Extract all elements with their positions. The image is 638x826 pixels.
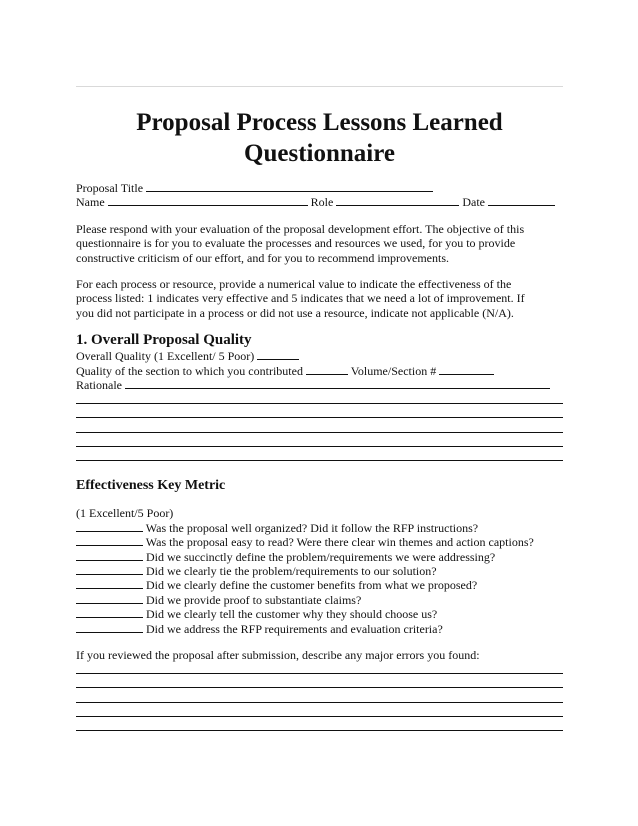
rating-blank[interactable] xyxy=(76,578,143,589)
question-text: Did we succinctly define the problem/requirements we were addressing? xyxy=(146,549,496,564)
top-divider xyxy=(76,86,563,87)
name-blank[interactable] xyxy=(108,195,308,206)
section-quality-row xyxy=(76,364,563,378)
metric-scale-note: (1 Excellent/5 Poor) xyxy=(76,506,174,521)
rating-blank[interactable] xyxy=(76,593,143,604)
document-title xyxy=(76,107,563,169)
instructions-line: process listed: 1 indicates very effective and 5 indicates that we need a lot of improvement. If xyxy=(76,291,525,306)
volume-section-blank[interactable] xyxy=(439,364,494,375)
section-1-heading: 1. Overall Proposal Quality xyxy=(76,332,252,349)
metric-question-row xyxy=(76,521,563,535)
rating-blank[interactable] xyxy=(76,622,143,633)
rationale-line[interactable] xyxy=(76,436,563,450)
role-blank[interactable] xyxy=(336,195,459,206)
question-text: Did we provide proof to substantiate claims? xyxy=(146,592,362,607)
title-line-1: Proposal Process Lessons Learned xyxy=(136,109,503,136)
role-label: Role xyxy=(310,195,334,210)
section-quality-label: Quality of the section to which you contributed xyxy=(76,363,303,378)
question-text: Did we clearly tell the customer why they should choose us? xyxy=(146,607,438,622)
errors-line[interactable] xyxy=(76,677,563,691)
question-text: Did we clearly define the customer benefits from what we proposed? xyxy=(146,578,478,593)
overall-quality-field xyxy=(76,349,563,363)
date-blank[interactable] xyxy=(488,195,555,206)
rationale-blank[interactable] xyxy=(125,378,550,389)
question-text: Did we address the RFP requirements and evaluation criteria? xyxy=(146,621,443,636)
metric-question-row xyxy=(76,535,563,549)
metric-heading: Effectiveness Key Metric xyxy=(76,478,226,494)
metric-questions xyxy=(76,521,563,636)
instructions-line: you did not participate in a process or did not use a resource, indicate not applicable (N/A). xyxy=(76,305,514,320)
intro-line: Please respond with your evaluation of the proposal development effort. The objective of this xyxy=(76,221,525,236)
errors-prompt: If you reviewed the proposal after submission, describe any major errors you found: xyxy=(76,648,480,663)
rating-blank[interactable] xyxy=(76,564,143,575)
rationale-line[interactable] xyxy=(76,421,563,435)
rationale-line[interactable] xyxy=(76,450,563,464)
errors-line[interactable] xyxy=(76,691,563,705)
rationale-lines xyxy=(76,392,563,464)
metric-question-row xyxy=(76,607,563,621)
question-text: Was the proposal easy to read? Were there clear win themes and action captions? xyxy=(145,535,534,550)
errors-line[interactable] xyxy=(76,706,563,720)
errors-lines xyxy=(76,662,563,734)
rationale-label: Rationale xyxy=(76,378,122,393)
overall-quality-blank[interactable] xyxy=(257,349,299,360)
section-quality-blank[interactable] xyxy=(306,364,348,375)
instructions-line: For each process or resource, provide a numerical value to indicate the effectiveness of the xyxy=(76,277,512,292)
question-text: Was the proposal well organized? Did it follow the RFP instructions? xyxy=(145,520,479,535)
overall-quality-label: Overall Quality (1 Excellent/ 5 Poor) xyxy=(76,349,255,364)
instructions-paragraph xyxy=(76,277,563,320)
metric-question-row xyxy=(76,593,563,607)
metric-question-row xyxy=(76,578,563,592)
proposal-title-blank[interactable] xyxy=(146,181,433,192)
metric-question-row xyxy=(76,564,563,578)
questionnaire-document xyxy=(76,107,563,734)
rating-blank[interactable] xyxy=(76,521,143,532)
rating-blank[interactable] xyxy=(76,535,143,546)
date-label: Date xyxy=(462,195,485,210)
metric-question-row xyxy=(76,622,563,636)
title-line-2: Questionnaire xyxy=(244,140,395,167)
intro-line: constructive criticism of our effort, and for you to recommend improvements. xyxy=(76,250,450,265)
name-label: Name xyxy=(76,195,105,210)
errors-line[interactable] xyxy=(76,662,563,676)
rationale-line[interactable] xyxy=(76,407,563,421)
metric-question-row xyxy=(76,550,563,564)
rationale-line[interactable] xyxy=(76,392,563,406)
rationale-field xyxy=(76,378,563,392)
proposal-title-field xyxy=(76,181,563,195)
errors-line[interactable] xyxy=(76,720,563,734)
name-role-date-row xyxy=(76,195,563,209)
rating-blank[interactable] xyxy=(76,607,143,618)
volume-section-label: Volume/Section # xyxy=(350,363,437,378)
question-text: Did we clearly tie the problem/requirements to our solution? xyxy=(146,564,437,579)
rating-blank[interactable] xyxy=(76,550,143,561)
intro-paragraph xyxy=(76,222,563,265)
proposal-title-label: Proposal Title xyxy=(76,181,144,195)
intro-line: questionnaire is for you to evaluate the processes and resources we used, for you to provide xyxy=(76,236,516,251)
